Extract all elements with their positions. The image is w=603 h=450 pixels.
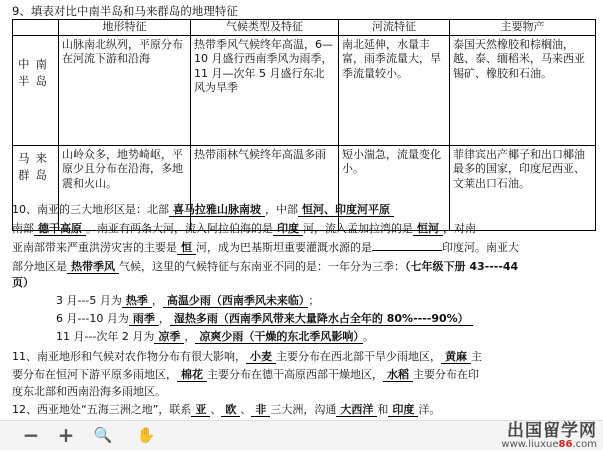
- header-climate: 气候类型及特征: [191, 20, 339, 36]
- header-products: 主要物产: [450, 20, 596, 36]
- q10-line-4: 部分地区是 热带季风 气候，这里的气候特征与东南亚不同的是：一年分为三季：（七年级下册 43----44: [12, 260, 519, 273]
- answer-blank: 水稻: [383, 368, 413, 382]
- season-hot: 3 月---5 月为 热季 ， 高温少雨（西南季风未来临） ；: [56, 294, 320, 307]
- answer-blank: 黄麻: [441, 350, 471, 364]
- answer-blank: 德干高原: [34, 222, 86, 236]
- products-cell: 菲律宾出产椰子和出口椰油最多的国家，印度尼西亚、文莱出口石油。: [450, 145, 596, 230]
- q11-line-2: 要分布在恒河下游平原多雨地区， 棉花 主要分布在德干高原西部干燥地区， 水稻 主要分布在印: [12, 368, 479, 381]
- q10-line-5: 页）: [12, 276, 34, 289]
- rivers-cell: 南北延伸，水量丰富，雨季流量大，旱季流量较小。: [339, 35, 450, 145]
- table-row: [13, 145, 596, 230]
- table-row: [13, 35, 596, 145]
- q12-line: 12、西亚地处“五海三洲之地”，联系 亚 、 欧 、 非 三大洲，沟通 大西洋 和 印度 洋。: [12, 403, 441, 416]
- header-rivers: 河流特征: [339, 20, 450, 36]
- region-name: 马来群岛: [13, 145, 59, 230]
- watermark-name: 出国留学网: [507, 421, 597, 441]
- q10-line-2: 南部 德干高原 。南亚有两条大河，流入阿拉伯海的是 印度 河，流入孟加拉湾的是 恒河 ，对南: [12, 222, 476, 235]
- q11-line-1: 11、南亚地形和气候对农作物分布有很大影响， 小麦 主要分布在西北部干旱少雨地区， 黄麻 主: [12, 350, 482, 363]
- zoom-out-icon[interactable]: −: [22, 423, 40, 447]
- search-icon[interactable]: 🔍: [93, 426, 113, 444]
- season-rainy: 6 月---10 月为 雨季 ， 湿热多雨（西南季风带来大量降水占全年的 80%----90%）: [56, 310, 473, 326]
- comparison-table: [12, 19, 596, 231]
- watermark-url: www.liuxue86.com: [501, 439, 597, 450]
- terrain-cell: 山脉南北纵列，平原分布在河流下游和沿海: [59, 35, 191, 145]
- question-9-title: 9、填表对比中南半岛和马来群岛的地理特征: [12, 4, 238, 18]
- q10-line-3: 亚南部带来严重洪涝灾害的主要是 恒 河，成为巴基斯坦重要灌溉水源的是 印度河。南亚大: [12, 241, 519, 254]
- answer-blank: 棉花: [177, 368, 207, 382]
- climate-cell: 热带季风气候终年高温，6—10 月盛行西南季风为雨季，11 月—次年 5 月盛行东北风为旱季: [191, 35, 339, 145]
- answer-blank: 恒: [177, 241, 196, 255]
- products-cell: 泰国天然橡胶和棕榈油，越、泰、缅稻米，马来西亚锡矿、橡胶和石油。: [450, 35, 596, 145]
- viewer-toolbar: [0, 420, 603, 450]
- header-blank: [13, 20, 59, 36]
- q11-line-3: 度东北部和西南沿海多雨地区。: [12, 385, 166, 398]
- season-cool: 11 月---次年 2 月为 凉季 ， 凉爽少雨（干燥的东北季风影响） 。: [56, 330, 374, 343]
- q10-line-1: 10、南亚的三大地形区是：北部 喜马拉雅山脉南坡 ，中部 恒河、印度河平原: [12, 201, 394, 217]
- answer-blank: 恒河、印度河平原: [298, 203, 394, 217]
- answer-blank: 恒河: [413, 222, 443, 236]
- zoom-in-icon[interactable]: +: [57, 423, 75, 447]
- header-terrain: 地形特征: [59, 20, 191, 36]
- table-header-row: [13, 20, 596, 36]
- climate-cell: 热带雨林气候终年高温多雨: [191, 145, 339, 230]
- answer-blank: 小麦: [246, 350, 276, 364]
- region-name: 中南半岛: [13, 35, 59, 145]
- pan-hand-icon[interactable]: ✋: [136, 426, 156, 444]
- empty-blank: [372, 239, 442, 251]
- answer-blank: 喜马拉雅山脉南坡: [169, 203, 265, 217]
- terrain-cell: 山岭众多，地势崎岖，平原少且分布在沿海，多地震和火山。: [59, 145, 191, 230]
- answer-blank: 印度: [273, 222, 303, 236]
- rivers-cell: 短小湍急，流量变化小。: [339, 145, 450, 230]
- answer-blank: 热带季风: [67, 260, 119, 274]
- site-watermark: [501, 422, 597, 450]
